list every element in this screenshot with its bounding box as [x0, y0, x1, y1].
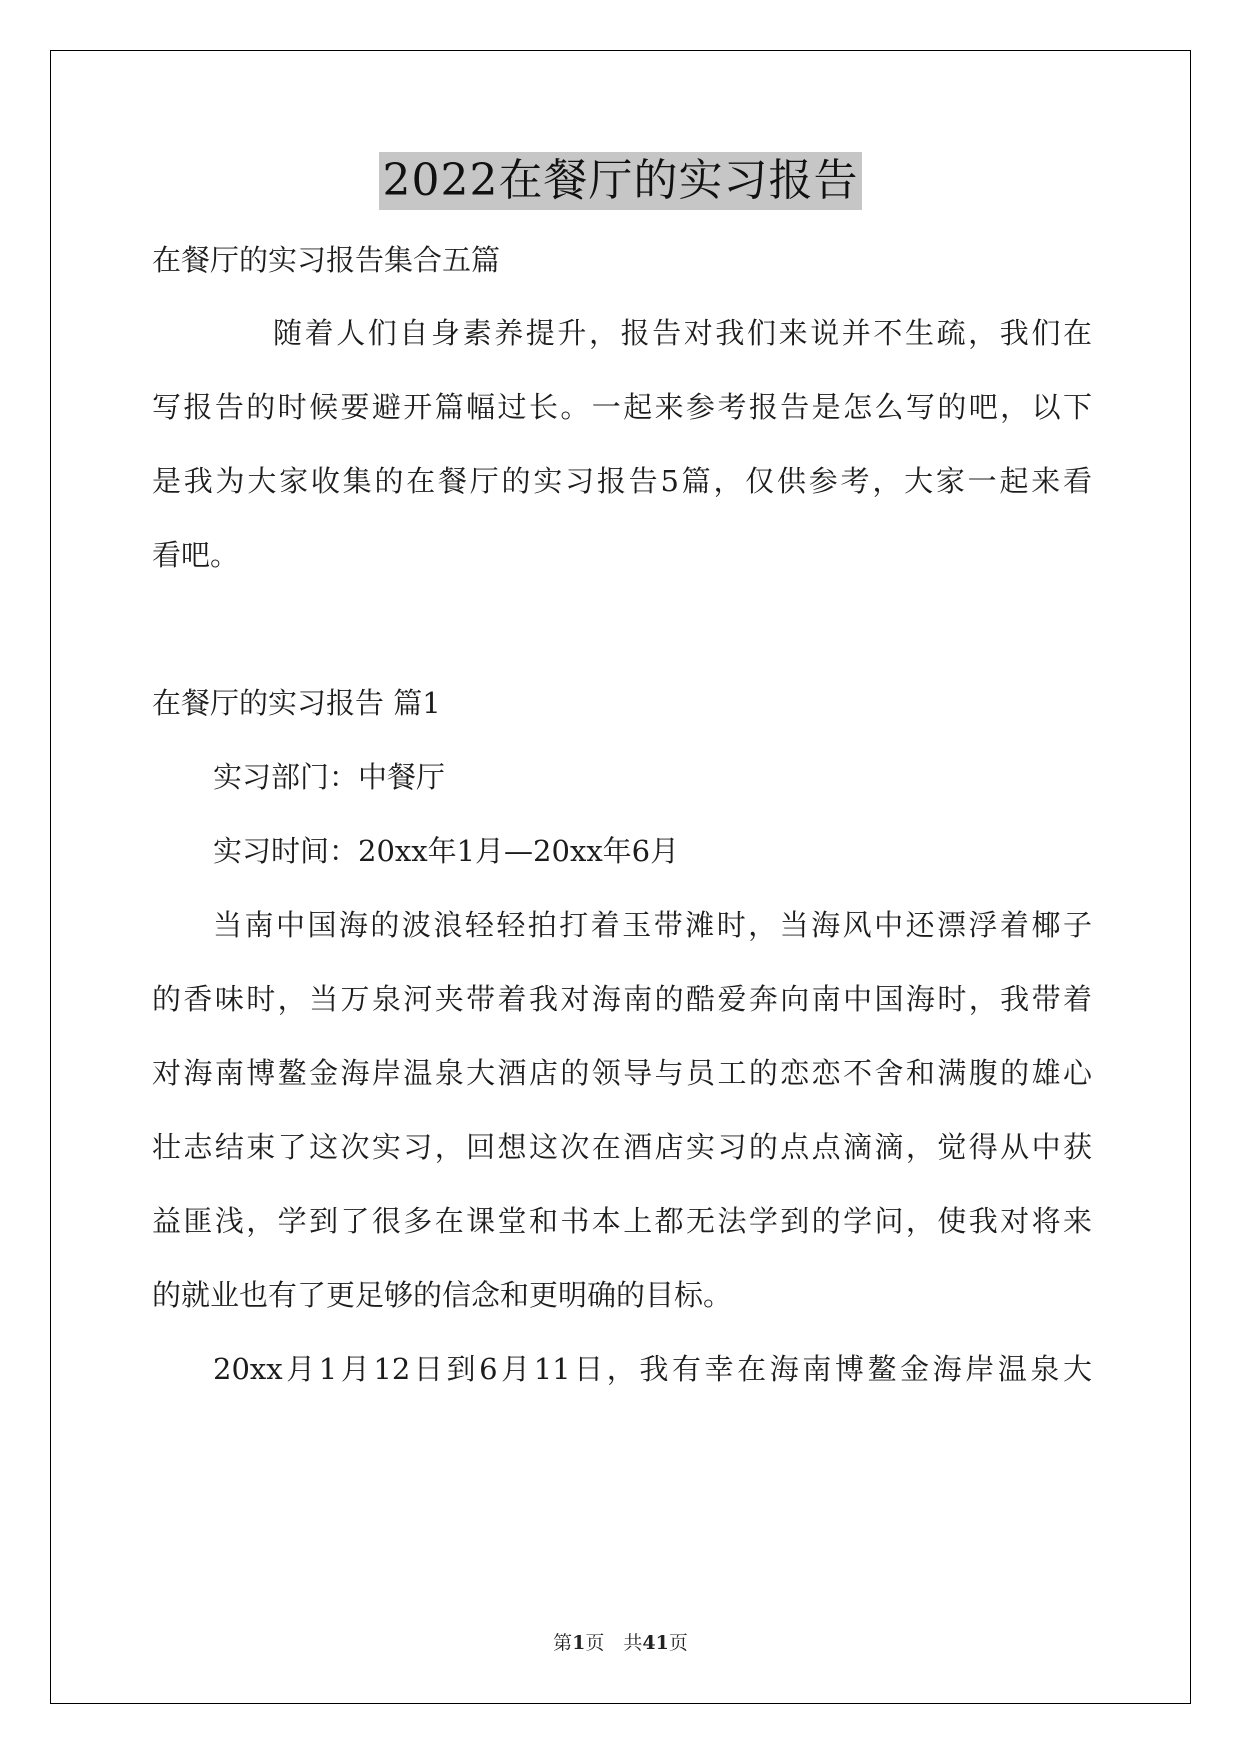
document-title: 2022在餐厅的实习报告	[379, 152, 863, 210]
paragraph-line: 的香味时，当万泉河夹带着我对海南的酷爱奔向南中国海时，我带着	[152, 982, 1092, 1016]
intro-line: 随着人们自身素养提升，报告对我们来说并不生疏，我们在	[273, 316, 1092, 350]
department-line: 实习部门：中餐厅	[213, 760, 446, 794]
internship-time-line: 实习时间：20xx年1月—20xx年6月	[213, 834, 680, 868]
paragraph-line: 对海南博鳌金海岸温泉大酒店的领导与员工的恋恋不舍和满腹的雄心	[152, 1056, 1092, 1090]
intro-line: 写报告的时候要避开篇幅过长。一起来参考报告是怎么写的吧，以下	[152, 390, 1092, 424]
intro-line: 看吧。	[152, 538, 240, 572]
document-subtitle: 在餐厅的实习报告集合五篇	[152, 243, 501, 277]
page-border	[50, 50, 1191, 1704]
paragraph-line: 益匪浅，学到了很多在课堂和书本上都无法学到的学问，使我对将来	[152, 1204, 1092, 1238]
footer-suffix: 页	[668, 1632, 688, 1654]
page-footer	[0, 1628, 1241, 1655]
paragraph-line: 的就业也有了更足够的信念和更明确的目标。	[152, 1278, 733, 1312]
footer-mid: 页 共	[585, 1632, 643, 1654]
paragraph-line: 当南中国海的波浪轻轻拍打着玉带滩时，当海风中还漂浮着椰子	[213, 908, 1092, 942]
title-container	[0, 152, 1241, 210]
paragraph-line: 壮志结束了这次实习，回想这次在酒店实习的点点滴滴，觉得从中获	[152, 1130, 1092, 1164]
intro-line: 是我为大家收集的在餐厅的实习报告5篇，仅供参考，大家一起来看	[152, 464, 1092, 498]
current-page-number: 1	[572, 1632, 586, 1654]
section-heading: 在餐厅的实习报告 篇1	[152, 686, 441, 720]
total-pages-number: 41	[642, 1632, 669, 1654]
paragraph-line: 20xx月1月12日到6月11日，我有幸在海南博鳌金海岸温泉大	[213, 1352, 1092, 1386]
footer-prefix: 第	[553, 1632, 573, 1654]
